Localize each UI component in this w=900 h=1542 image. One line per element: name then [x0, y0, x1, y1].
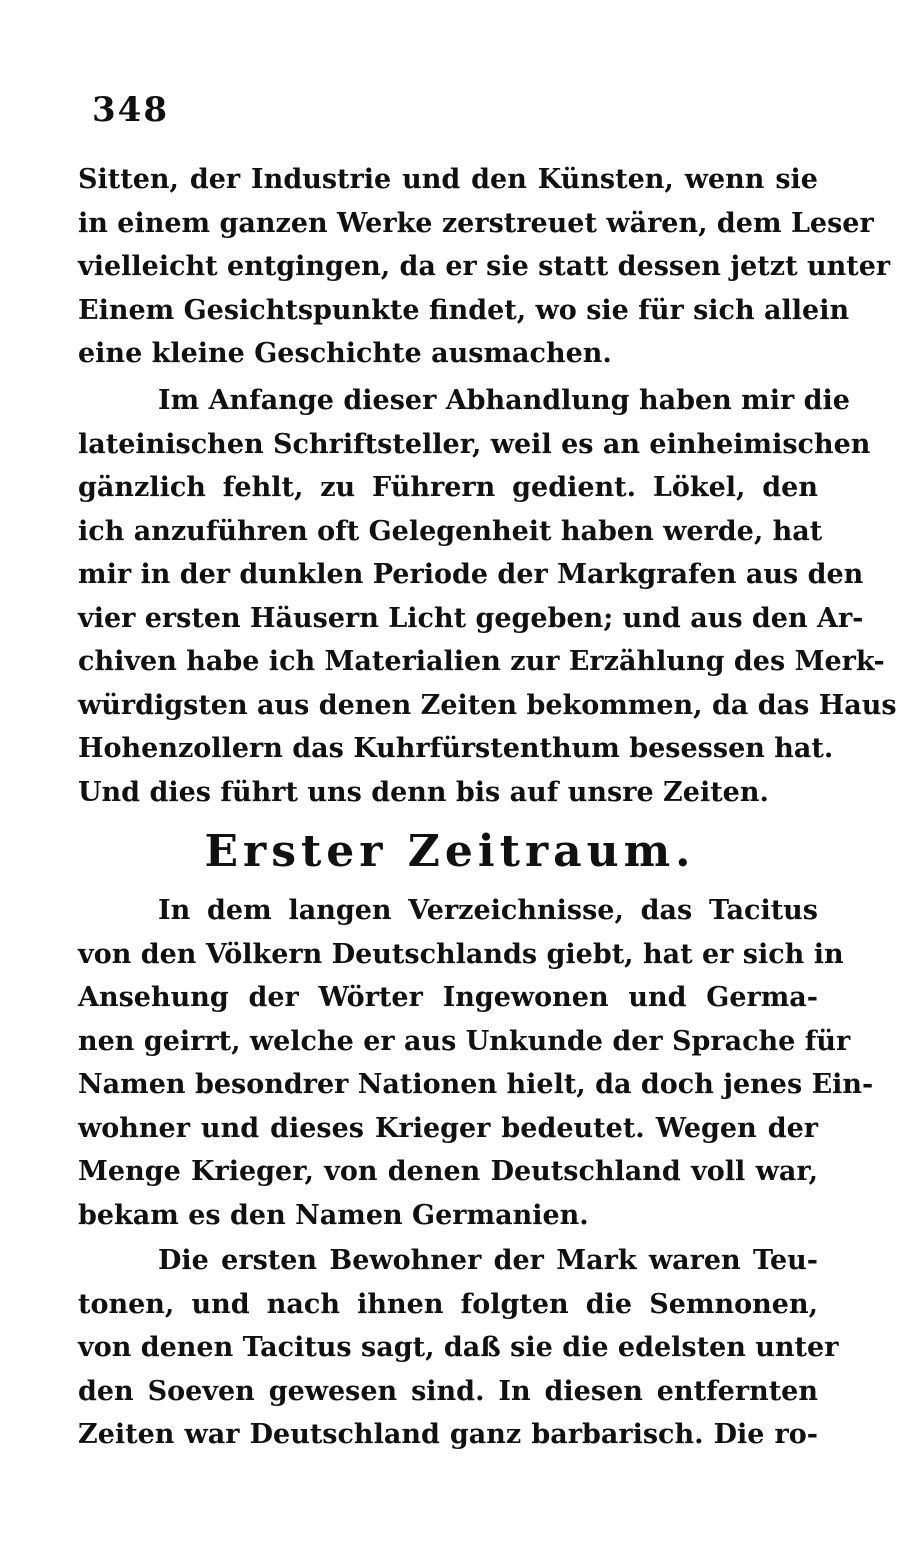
text-line: Die ersten Bewohner der Mark waren Teu-	[158, 1245, 818, 1276]
text-line: mir in der dunklen Periode der Markgrafen aus den	[78, 559, 864, 590]
text-line: vier ersten Häusern Licht gegeben; und aus den Ar-	[78, 602, 864, 634]
text-line: lateinischen Schriftsteller, weil es an einheimischen	[78, 428, 871, 460]
text-line: Und dies führt uns denn bis auf unsre Zeiten.	[78, 776, 769, 808]
text-line: bekam es den Namen Germanien.	[78, 1199, 589, 1231]
text-line: chiven habe ich Materialien zur Erzählung des Merk-	[78, 646, 885, 677]
text-line: vielleicht entgingen, da er sie statt dessen jetzt unter	[78, 251, 891, 282]
paragraph-1	[78, 158, 891, 376]
text-line: wohner und dieses Krieger bedeutet. Wegen der	[78, 1112, 818, 1144]
paragraph-2	[78, 379, 897, 814]
section-heading: Erster Zeitraum.	[204, 826, 696, 877]
text-line: gänzlich fehlt, zu Führern gedient. Lökel, den	[78, 472, 818, 503]
text-line: würdigsten aus denen Zeiten bekommen, da das Haus	[78, 689, 897, 721]
paragraph-4	[78, 1239, 839, 1457]
text-line: Menge Krieger, von denen Deutschland voll war,	[78, 1156, 818, 1187]
text-line: Im Anfange dieser Abhandlung haben mir die	[158, 385, 850, 416]
text-line: in einem ganzen Werke zerstreuet wären, dem Leser	[78, 207, 874, 239]
text-line: nen geirrt, welche er aus Unkunde der Sprache für	[78, 1025, 851, 1057]
text-line: den Soeven gewesen sind. In diesen entfernten	[78, 1375, 818, 1407]
text-line: eine kleine Geschichte ausmachen.	[78, 338, 612, 369]
text-line: Zeiten war Deutschland ganz barbarisch. Die ro-	[78, 1419, 818, 1450]
text-line: Ansehung der Wörter Ingewonen und Germa-	[78, 982, 818, 1013]
page-number: 348	[92, 90, 169, 130]
text-line: In dem langen Verzeichnisse, das Tacitus	[158, 895, 818, 926]
text-line: von denen Tacitus sagt, daß sie die edelsten unter	[78, 1332, 839, 1363]
paragraph-3	[78, 889, 874, 1237]
text-line: Einem Gesichtspunkte findet, wo sie für sich allein	[78, 294, 850, 326]
text-line: ich anzuführen oft Gelegenheit haben werde, hat	[78, 515, 823, 547]
text-line: Sitten, der Industrie und den Künsten, wenn sie	[78, 164, 818, 195]
text-line: von den Völkern Deutschlands giebt, hat er sich in	[78, 938, 844, 970]
text-line: Namen besondrer Nationen hielt, da doch jenes Ein-	[78, 1069, 874, 1100]
text-line: Hohenzollern das Kuhrfürstenthum besessen hat.	[78, 733, 834, 764]
text-line: tonen, und nach ihnen folgten die Semnonen,	[78, 1288, 818, 1320]
